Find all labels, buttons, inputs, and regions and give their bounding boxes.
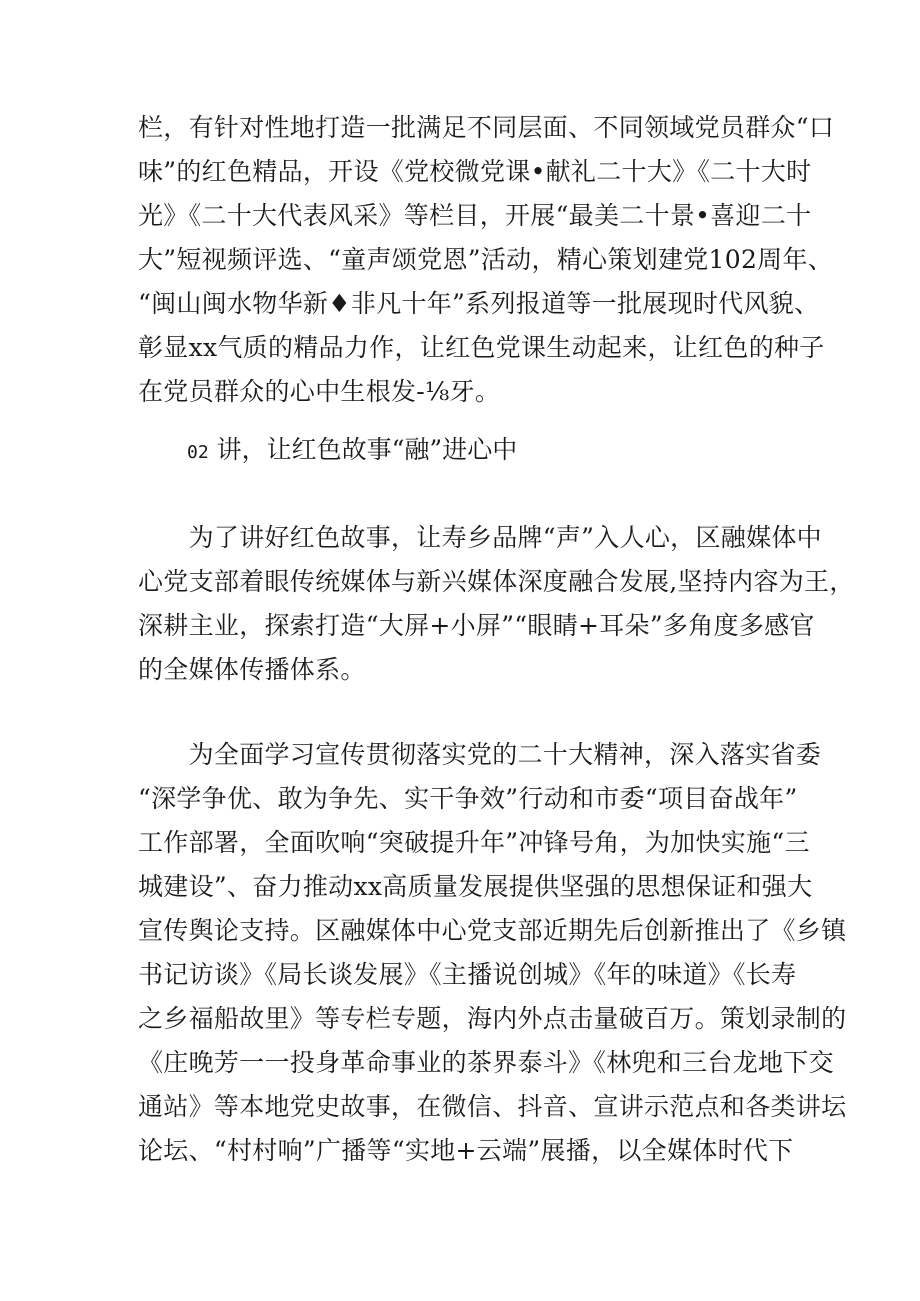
text-line: 心党支部着眼传统媒体与新兴媒体深度融合发展,坚持内容为王， <box>138 567 855 596</box>
text-line: 宣传舆论支持。区融媒体中心党支部近期先后创新推出了《乡镇 <box>138 916 847 945</box>
section-title: 讲，让红色故事“融”进心中 <box>216 435 518 464</box>
text-line: 论坛、“村村响”广播等“实地+云端”展播，以全媒体时代下 <box>138 1136 794 1165</box>
text-line: 之乡福船故里》等专栏专题，海内外点击量破百万。策划录制的 <box>138 1004 847 1033</box>
paragraph-red-stories <box>138 516 855 692</box>
paragraph-red-lessons <box>138 106 835 414</box>
text-line: 书记访谈》《局长谈发展》《主播说创城》《年的味道》《长寿 <box>138 960 797 989</box>
text-line: 大”短视频评选、“童声颂党恩”活动，精心策划建党102周年、 <box>138 245 834 274</box>
text-line: 栏，有针对性地打造一批满足不同层面、不同领域党员群众“口 <box>138 113 835 142</box>
text-line: 为了讲好红色故事，让寿乡品牌“声”入人心，区融媒体中 <box>138 523 822 552</box>
text-line: 在党员群众的心中生根发-⅛牙。 <box>138 377 501 406</box>
text-line: 味”的红色精品，开设《党校微党课•献礼二十大》《二十大时 <box>138 157 812 186</box>
text-line: 为全面学习宣传贯彻落实党的二十大精神，深入落实省委 <box>138 740 822 769</box>
text-line: 的全媒体传播体系。 <box>138 655 366 684</box>
text-line: 光》《二十大代表风采》等栏目，开展“最美二十景•喜迎二十 <box>138 201 812 230</box>
text-line: “深学争优、敢为争先、实干争效”行动和市委“项目奋战年” <box>138 784 798 813</box>
text-line: 通站》等本地党史故事，在微信、抖音、宣讲示范点和各类讲坛 <box>138 1092 847 1121</box>
section-heading <box>187 428 517 475</box>
section-number: 02 <box>187 442 209 463</box>
text-line: 彰显xx气质的精品力作，让红色党课生动起来，让红色的种子 <box>138 333 825 362</box>
text-line: 城建设”、奋力推动xx高质量发展提供坚强的思想保证和强大 <box>138 872 813 901</box>
text-line: 《庄晚芳一一投身革命事业的茶界泰斗》《林兜和三台龙地下交 <box>138 1048 834 1077</box>
paragraph-twentieth-congress <box>138 733 847 1173</box>
text-line: “闽山闽水物华新♦非凡十年”系列报道等一批展现时代风貌、 <box>138 289 820 318</box>
text-line: 深耕主业，探索打造“大屏+小屏”“眼睛+耳朵”多角度多感官 <box>138 611 815 640</box>
text-line: 工作部署，全面吹响“突破提升年”冲锋号角，为加快实施“三 <box>138 828 810 857</box>
